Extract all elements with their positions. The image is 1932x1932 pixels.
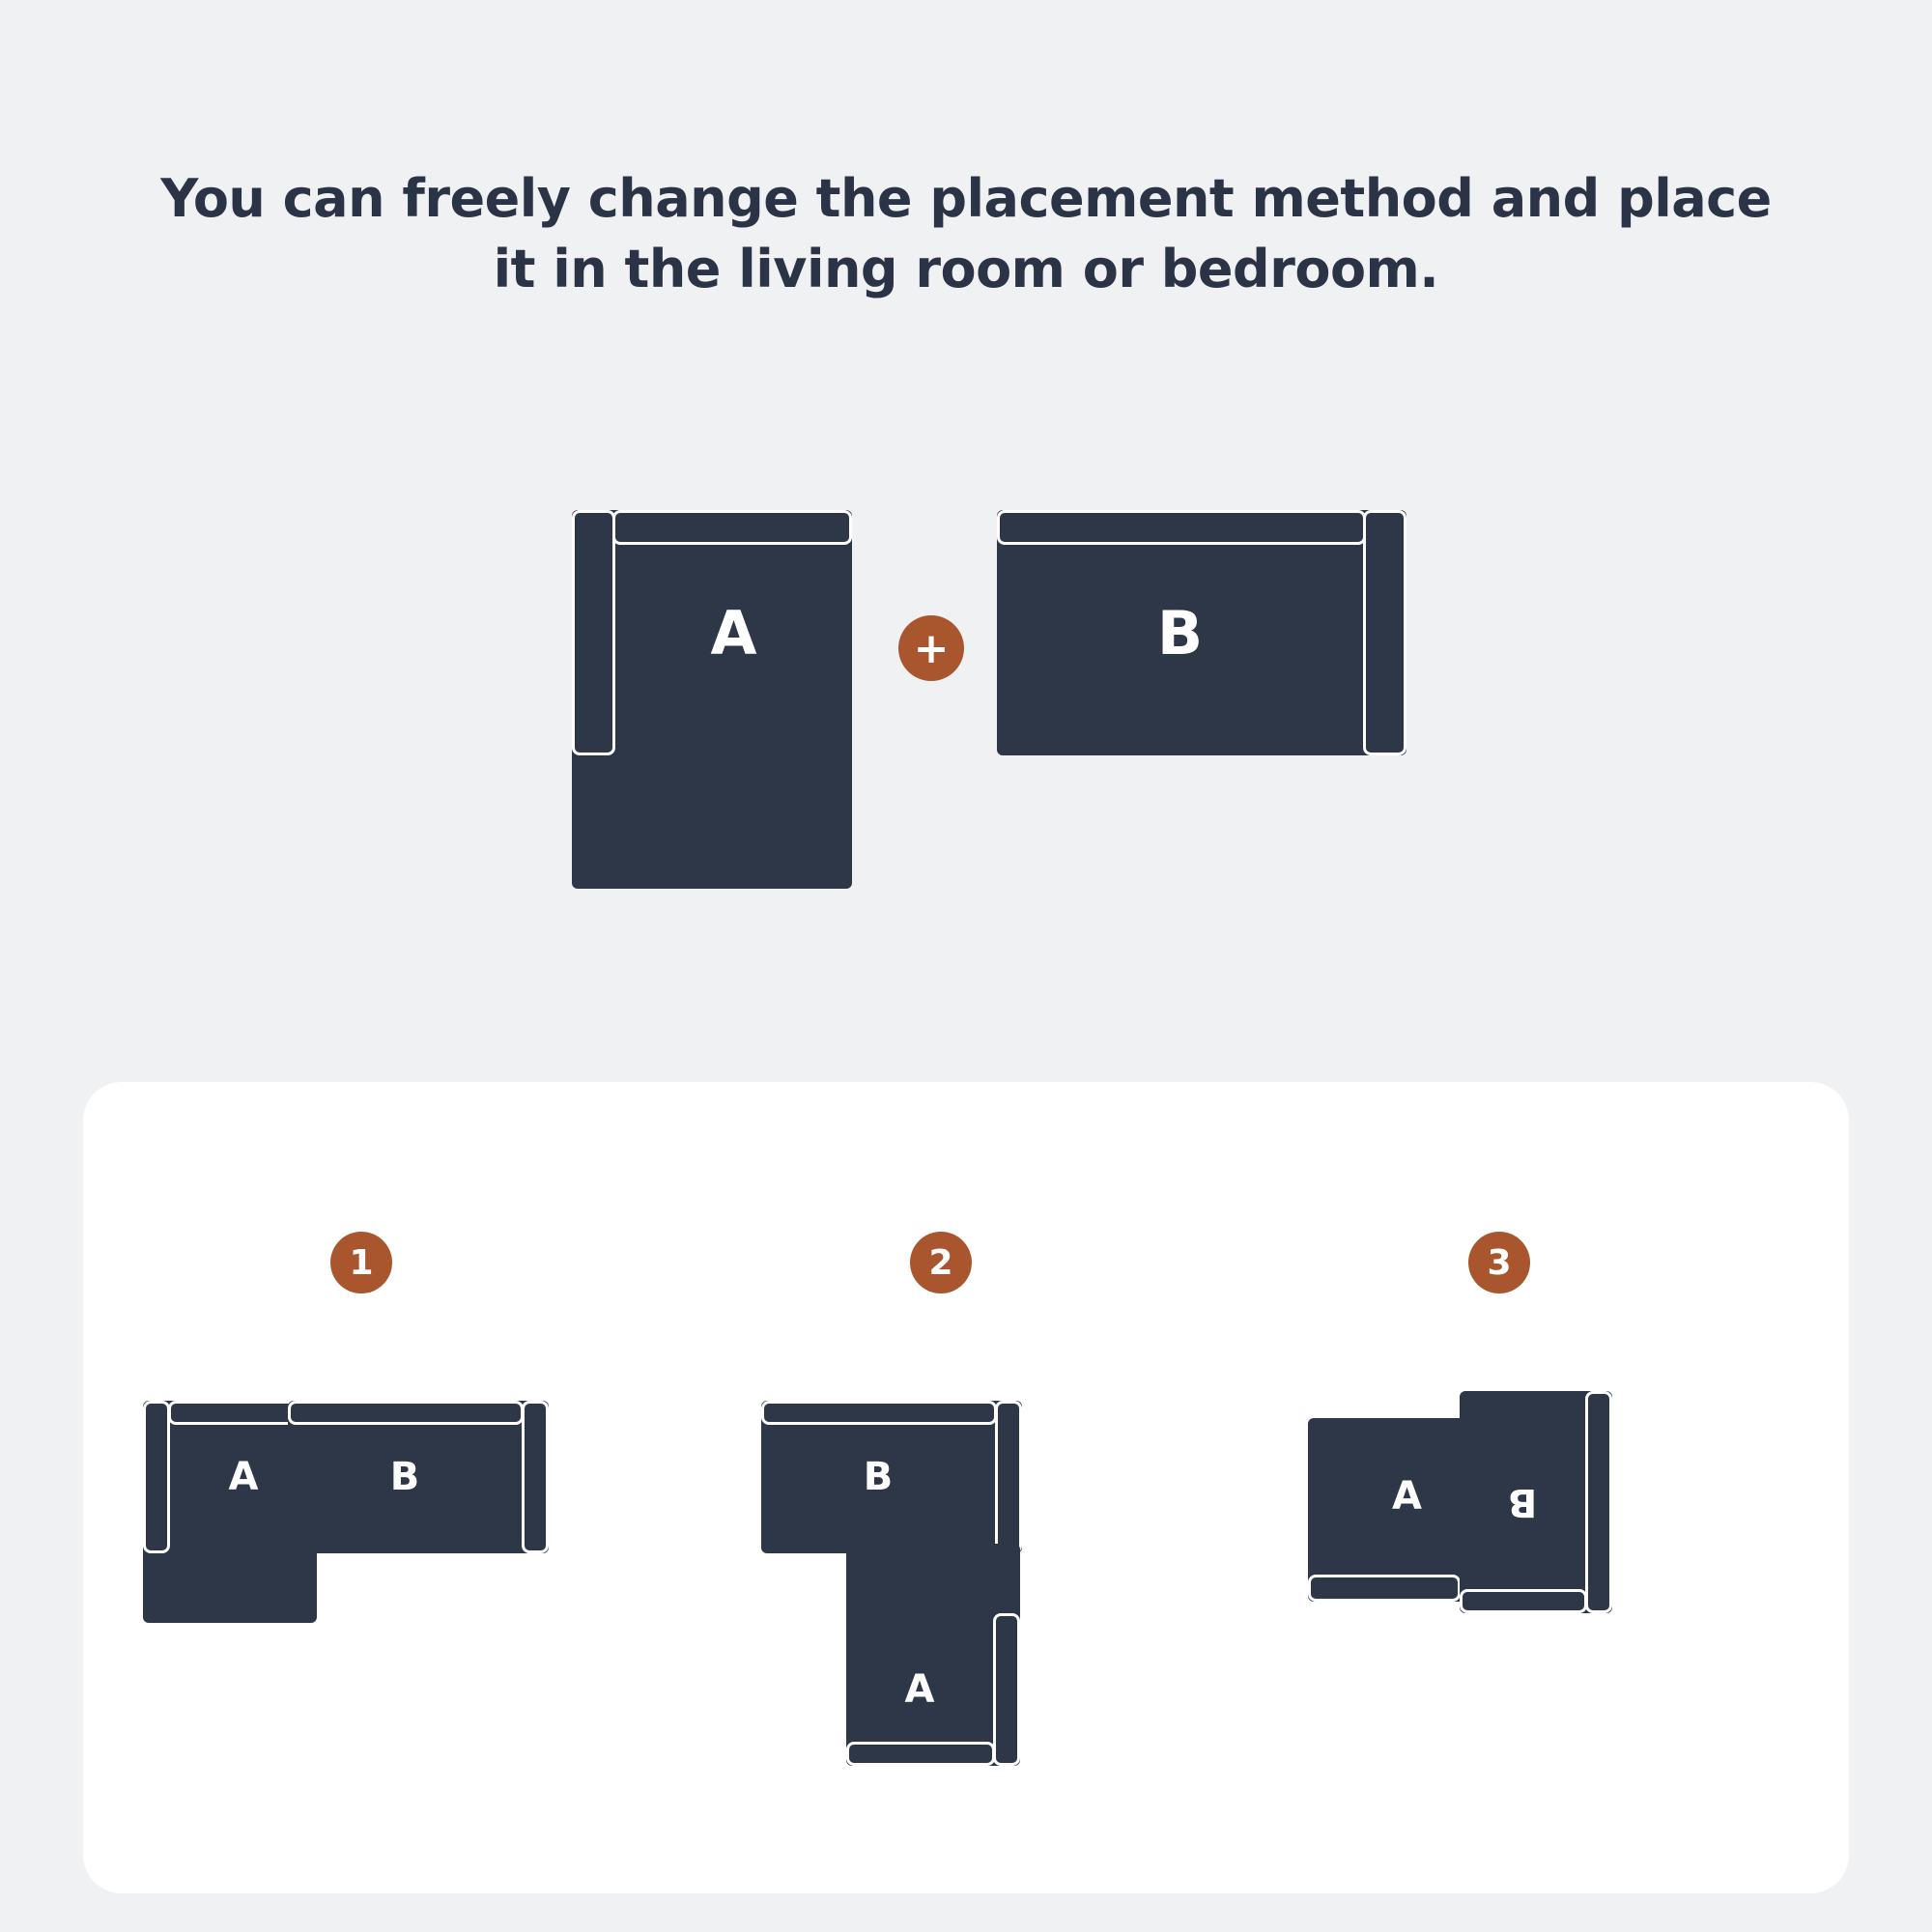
piece-a-label: A <box>710 597 757 668</box>
piece-a-back-cushion <box>612 510 852 545</box>
a1-piece-a-left-arm <box>143 1401 170 1553</box>
plus-icon: + <box>898 615 964 681</box>
arrangement-2 <box>663 1082 1262 1893</box>
a2-piece-a-label: A <box>904 1667 935 1712</box>
arrangement-3-badge: 3 <box>1468 1232 1530 1293</box>
arrangement-1-piece-b <box>288 1401 549 1553</box>
arrangement-2-piece-b <box>761 1401 1022 1553</box>
a2-piece-b-right-arm <box>995 1401 1022 1553</box>
arrangements-card <box>83 1082 1849 1893</box>
page-title-line-2: it in the living room or bedroom. <box>493 238 1439 299</box>
combination-piece-a <box>572 510 852 889</box>
arrangement-2-badge: 2 <box>910 1232 972 1293</box>
piece-b-seat-base <box>997 510 1406 755</box>
a1-piece-b-label: B <box>389 1455 420 1499</box>
arrangement-3 <box>1252 1082 1851 1893</box>
piece-b-right-arm <box>1363 510 1406 755</box>
arrangement-1 <box>83 1082 682 1893</box>
piece-b-back-cushion <box>997 510 1366 545</box>
arrangement-1-badge: 1 <box>330 1232 392 1293</box>
a3-piece-b-right-arm <box>1585 1391 1612 1613</box>
a1-piece-a-label: A <box>228 1455 259 1499</box>
a3-piece-a-bottom-arm <box>1308 1575 1461 1602</box>
piece-a-left-arm <box>572 510 615 755</box>
a2-piece-b-label: B <box>863 1455 894 1499</box>
a3-piece-a-label: A <box>1392 1474 1422 1519</box>
a1-piece-b-right-arm <box>522 1401 549 1553</box>
piece-b-label: B <box>1156 597 1204 668</box>
a2-piece-a-right-arm <box>993 1613 1020 1766</box>
combination-piece-b <box>997 510 1406 755</box>
a2-piece-b-back-cushion <box>761 1401 997 1425</box>
arrangement-3-piece-b <box>1460 1391 1612 1613</box>
a1-piece-b-back-cushion <box>288 1401 524 1425</box>
a3-piece-b-back-cushion <box>1460 1589 1587 1613</box>
page-title-line-1: You can freely change the placement method and place <box>160 168 1772 229</box>
a3-piece-b-label: B <box>1507 1480 1538 1524</box>
a2-piece-a-back-cushion <box>846 1742 995 1766</box>
arrangement-2-piece-a <box>846 1544 1020 1766</box>
